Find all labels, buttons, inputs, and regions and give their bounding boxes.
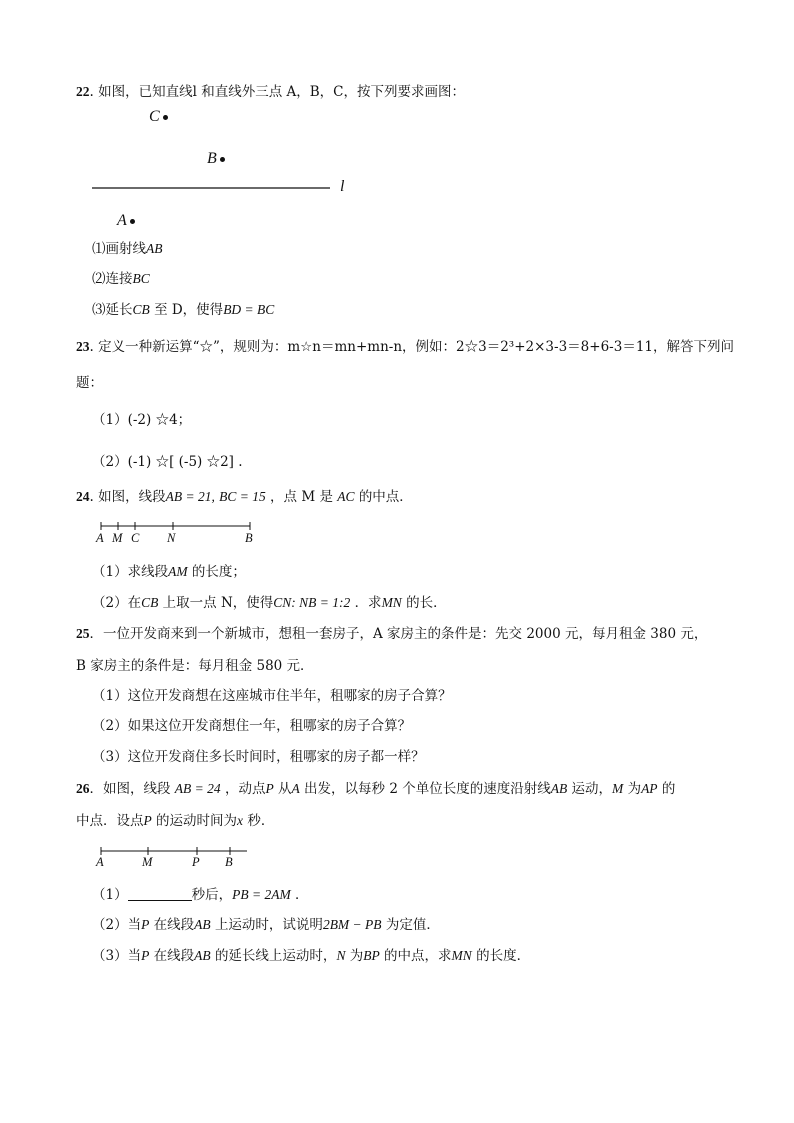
line-l-label: l [340,178,345,195]
q26-stem-line1: 26．如图，线段 AB = 24 ，动点P 从A 出发，以每秒 2 个单位长度的速度沿射线AB 运动，M 为AP 的 [76,781,676,797]
q25-item-1: （1）这位开发商想在这座城市住半年，租哪家的房子合算？ [92,688,452,704]
label-m: M [112,531,123,545]
question-number: 22 [76,84,90,99]
q24-item-2: （2）在CB 上取一点 N，使得CN: NB = 1:2 ．求MN 的长． [92,595,447,611]
q23-stem-line1: 23. 定义一种新运算“☆”，规则为：m☆n＝mn+mn-n，例如：2☆3＝2³+2×3-3＝8+6-3＝11，解答下列问 [76,339,734,355]
label-n: N [167,531,176,545]
label-c: C [131,531,140,545]
question-text: . 如图，已知直线l 和直线外三点 A，B，C，按下列要求画图： [89,84,465,100]
q23-item-2: （2）(-1) ☆[ (-5) ☆2] . [92,454,243,470]
point-c-dot [163,115,168,120]
point-c-label: C [149,108,168,126]
point-b-dot [220,157,225,162]
q24-item-1: （1）求线段AM 的长度； [92,564,246,580]
q24-stem: 24. 如图，线段AB = 21, BC = 15 ，点 M 是 AC 的中点． [76,489,413,505]
point-a-dot [130,219,135,224]
q25-item-3: （3）这位开发商住多长时间时，租哪家的房子都一样？ [92,749,425,765]
label-m: M [142,855,153,869]
q26-item-3: （3）当P 在线段AB 的延长线上运动时，N 为BP 的中点，求MN 的长度． [92,948,531,964]
answer-blank[interactable] [128,886,192,901]
point-b-label: B [207,150,225,168]
label-b: B [245,531,253,545]
q22-item-1: ⑴画射线AB [92,241,163,257]
label-a: A [96,531,104,545]
q22-item-2: ⑵连接BC [92,271,150,287]
q26-stem-line2: 中点．设点P 的运动时间为x 秒． [76,813,275,829]
q25-stem-line2: B 家房主的条件是：每月租金 580 元． [76,658,314,674]
q26-item-1: （1） 秒后，PB = 2AM ． [92,887,309,903]
label-a: A [96,855,104,869]
q22-item-3: ⑶延长CB 至 D，使得BD = BC [92,302,275,318]
q25-item-2: （2）如果这位开发商想住一年，租哪家的房子合算？ [92,718,412,734]
point-a-label: A [117,212,135,230]
label-p: P [192,855,200,869]
label-b: B [225,855,233,869]
q23-item-1: （1）(-2) ☆4； [92,412,192,428]
q26-item-2: （2）当P 在线段AB 上运动时，试说明2BM − PB 为定值． [92,917,440,933]
q23-stem-line2: 题： [76,375,103,391]
q22-stem [76,83,465,101]
q25-stem-line1: 25．一位开发商来到一个新城市，想租一套房子，A 家房主的条件是：先交 2000 元，每月租金 380 元， [76,626,708,642]
